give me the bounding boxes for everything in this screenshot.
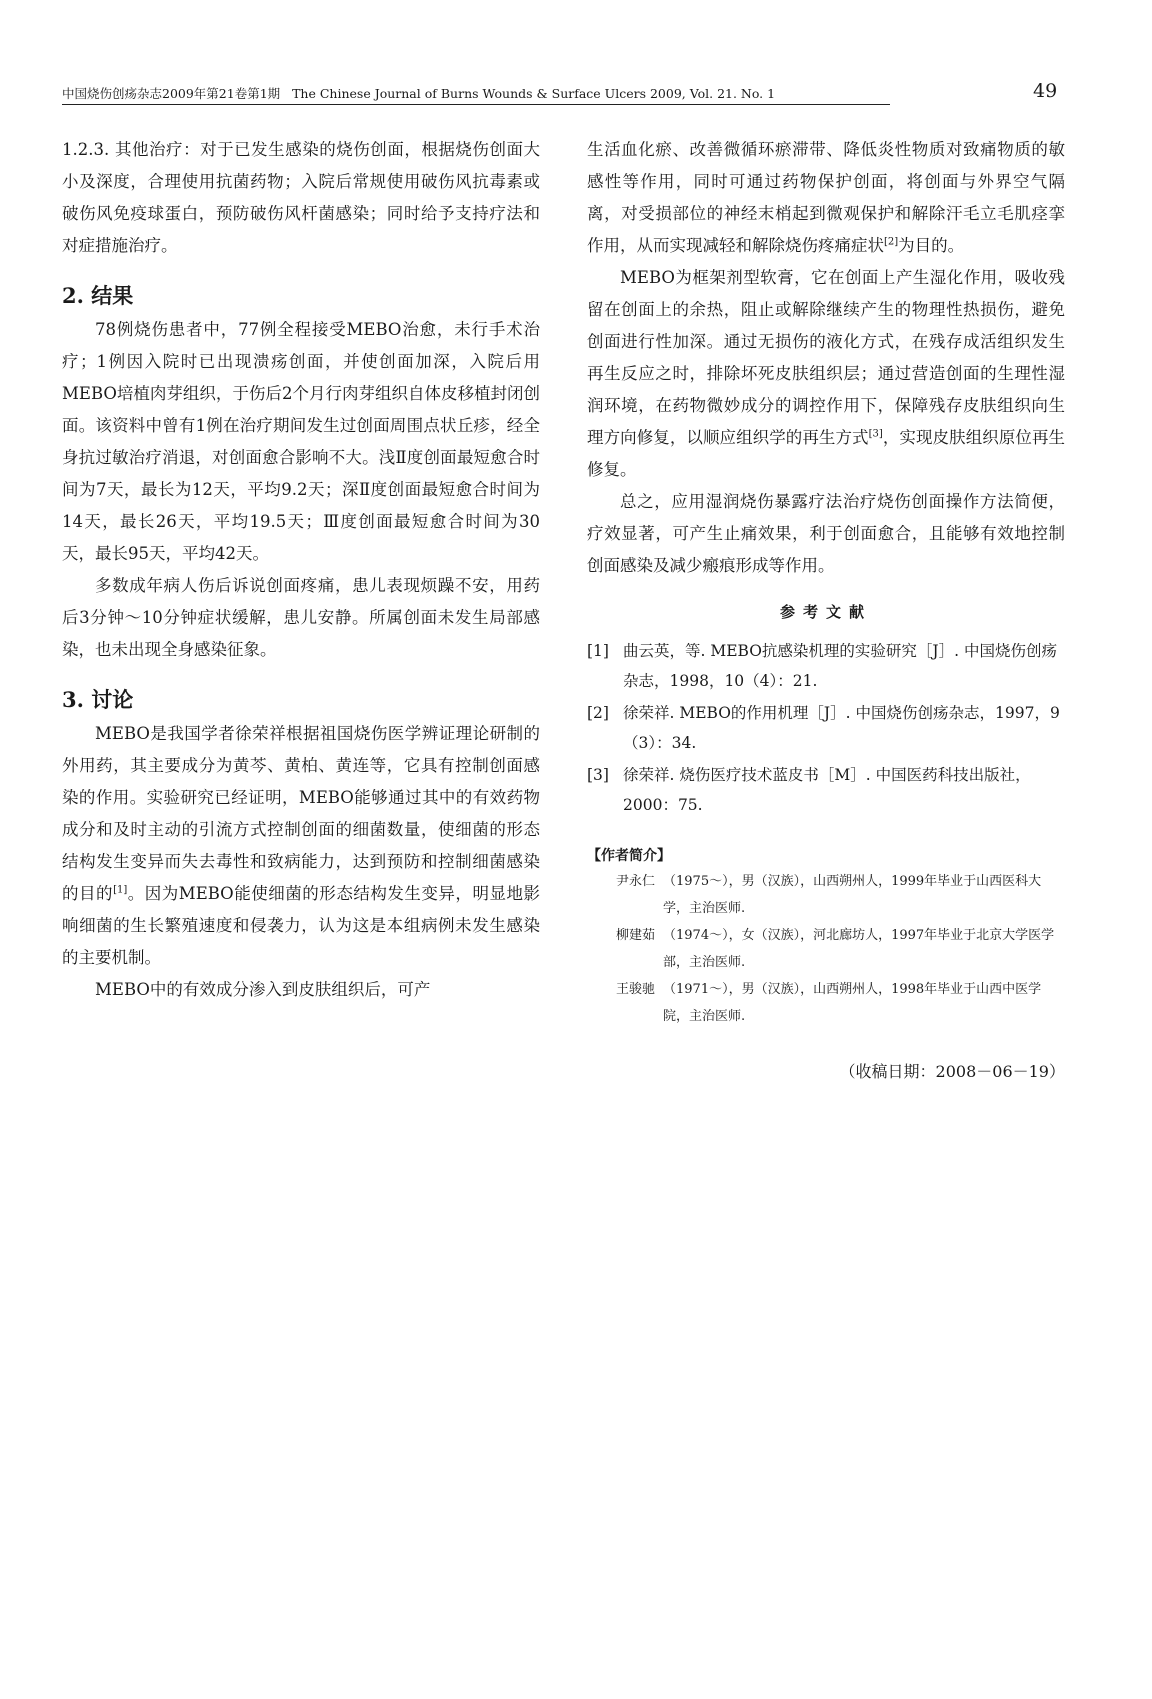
continued-text-b: 为目的。 <box>898 236 965 255</box>
references-title: 参考文献 <box>779 603 872 621</box>
left-column <box>62 134 540 1006</box>
header-journal-en: The Chinese Journal of Burns Wounds & Surface Ulcers 2009, Vol. 21. No. 1 <box>292 86 776 101</box>
discussion-paragraph-1 <box>62 718 540 974</box>
citation-1: [1] <box>113 884 128 896</box>
continued-text-a: 生活血化瘀、改善微循环瘀滞带、降低炎性物质对致痛物质的敏感性等作用，同时可通过药物保护创面，将创面与外界空气隔离，对受损部位的神经末梢起到微观保护和解除汗毛立毛肌痉挛作用，从而实现减轻和解除烧伤疼痛症状 <box>587 140 1065 255</box>
section-1-2-3-paragraph: 1.2.3. 其他治疗：对于已发生感染的烧伤创面，根据烧伤创面大小及深度，合理使用抗菌药物；入院后常规使用破伤风抗毒素或破伤风免疫球蛋白，预防破伤风杆菌感染；同时给予支持疗法和对症措施治疗。 <box>62 140 540 255</box>
author-desc: （1971～），男（汉族），山西朔州人，1998年毕业于山西中医学院，主治医师. <box>663 982 1042 1024</box>
citation-2: [2] <box>884 236 899 248</box>
right-column <box>587 134 1065 1088</box>
results-paragraph-1: 78例烧伤患者中，77例全程接受MEBO治愈，未行手术治疗；1例因入院时已出现溃疡创面，并使创面加深，入院后用MEBO培植肉芽组织，于伤后2个月行肉芽组织自体皮移植封闭创面。该资料中曾有1例在治疗期间发生过创面周围点状丘疹，经全身抗过敏治疗消退，对创面愈合影响不大。浅Ⅱ度创面最短愈合时间为7天，最长为12天，平均9.2天；深Ⅱ度创面最短愈合时间为14天，最长26天，平均19.5天；Ⅲ度创面最短愈合时间为30天，最长95天，平均42天。 <box>62 320 540 563</box>
reference-item: [1] 曲云英，等. MEBO抗感染机理的实验研究［J］. 中国烧伤创疡杂志，1998，10（4）：21. <box>587 642 1057 690</box>
author-bio <box>587 868 1065 922</box>
mebo-text-b: ，实现皮肤组织原位再生修复。 <box>587 428 1066 479</box>
reference-item: [3] 徐荣祥. 烧伤医疗技术蓝皮书［M］. 中国医药科技出版社，2000：75. <box>587 766 1031 814</box>
running-header <box>62 84 890 105</box>
author-bio <box>587 922 1065 976</box>
discussion-paragraph-2: MEBO中的有效成分渗入到皮肤组织后，可产 <box>95 980 431 999</box>
page-number: 49 <box>1033 80 1058 102</box>
discussion-text-b: 。因为MEBO能使细菌的形态结构发生变异，明显地影响细菌的生长繁殖速度和侵袭力，认为这是本组病例未发生感染的主要机制。 <box>62 884 541 967</box>
author-name: 柳建茹 <box>615 928 655 943</box>
author-desc: （1975～），男（汉族），山西朔州人，1999年毕业于山西医科大学，主治医师. <box>663 874 1042 916</box>
author-name: 尹永仁 <box>615 874 655 889</box>
received-date: （收稿日期：2008－06－19） <box>839 1062 1065 1081</box>
mebo-paragraph <box>587 262 1065 486</box>
mebo-text-a: MEBO为框架剂型软膏，它在创面上产生湿化作用，吸收残留在创面上的余热，阻止或解除继续产生的物理性热损伤，避免创面进行性加深。通过无损伤的液化方式，在残存成活组织发生再生反应之时，排除坏死皮肤组织层；通过营造创面的生理性湿润环境，在药物微妙成分的调控作用下，保障残存皮肤组织向生理方向修复，以顺应组织学的再生方式 <box>587 268 1065 447</box>
reference-item: [2] 徐荣祥. MEBO的作用机理［J］. 中国烧伤创疡杂志，1997，9（3）：34. <box>587 704 1060 752</box>
author-bio-list <box>587 868 1065 1030</box>
citation-3: [3] <box>868 428 883 440</box>
summary-paragraph: 总之，应用湿润烧伤暴露疗法治疗烧伤创面操作方法简便，疗效显著，可产生止痛效果，利于创面愈合，且能够有效地控制创面感染及减少瘢痕形成等作用。 <box>587 492 1065 575</box>
results-paragraph-2: 多数成年病人伤后诉说创面疼痛，患儿表现烦躁不安，用药后3分钟～10分钟症状缓解，患儿安静。所属创面未发生局部感染，也未出现全身感染征象。 <box>62 576 540 659</box>
author-desc: （1974～），女（汉族），河北廊坊人，1997年毕业于北京大学医学部，主治医师. <box>663 928 1055 970</box>
discussion-text-a: MEBO是我国学者徐荣祥根据祖国烧伤医学辨证理论研制的外用药，其主要成分为黄芩、黄柏、黄连等，它具有控制创面感染的作用。实验研究已经证明，MEBO能够通过其中的有效药物成分和及时主动的引流方式控制创面的细菌数量，使细菌的形态结构发生变异而失去毒性和致病能力，达到预防和控制细菌感染的目的 <box>62 724 540 903</box>
author-bio-title: 【作者简介】 <box>587 848 671 864</box>
author-name: 王骏驰 <box>615 982 655 997</box>
continued-paragraph <box>587 134 1065 262</box>
reference-list <box>587 636 1065 820</box>
results-heading: 2. 结果 <box>62 283 134 308</box>
header-journal-cn: 中国烧伤创疡杂志2009年第21卷第1期 <box>62 86 281 101</box>
author-bio <box>587 976 1065 1030</box>
discussion-heading: 3. 讨论 <box>62 687 134 712</box>
